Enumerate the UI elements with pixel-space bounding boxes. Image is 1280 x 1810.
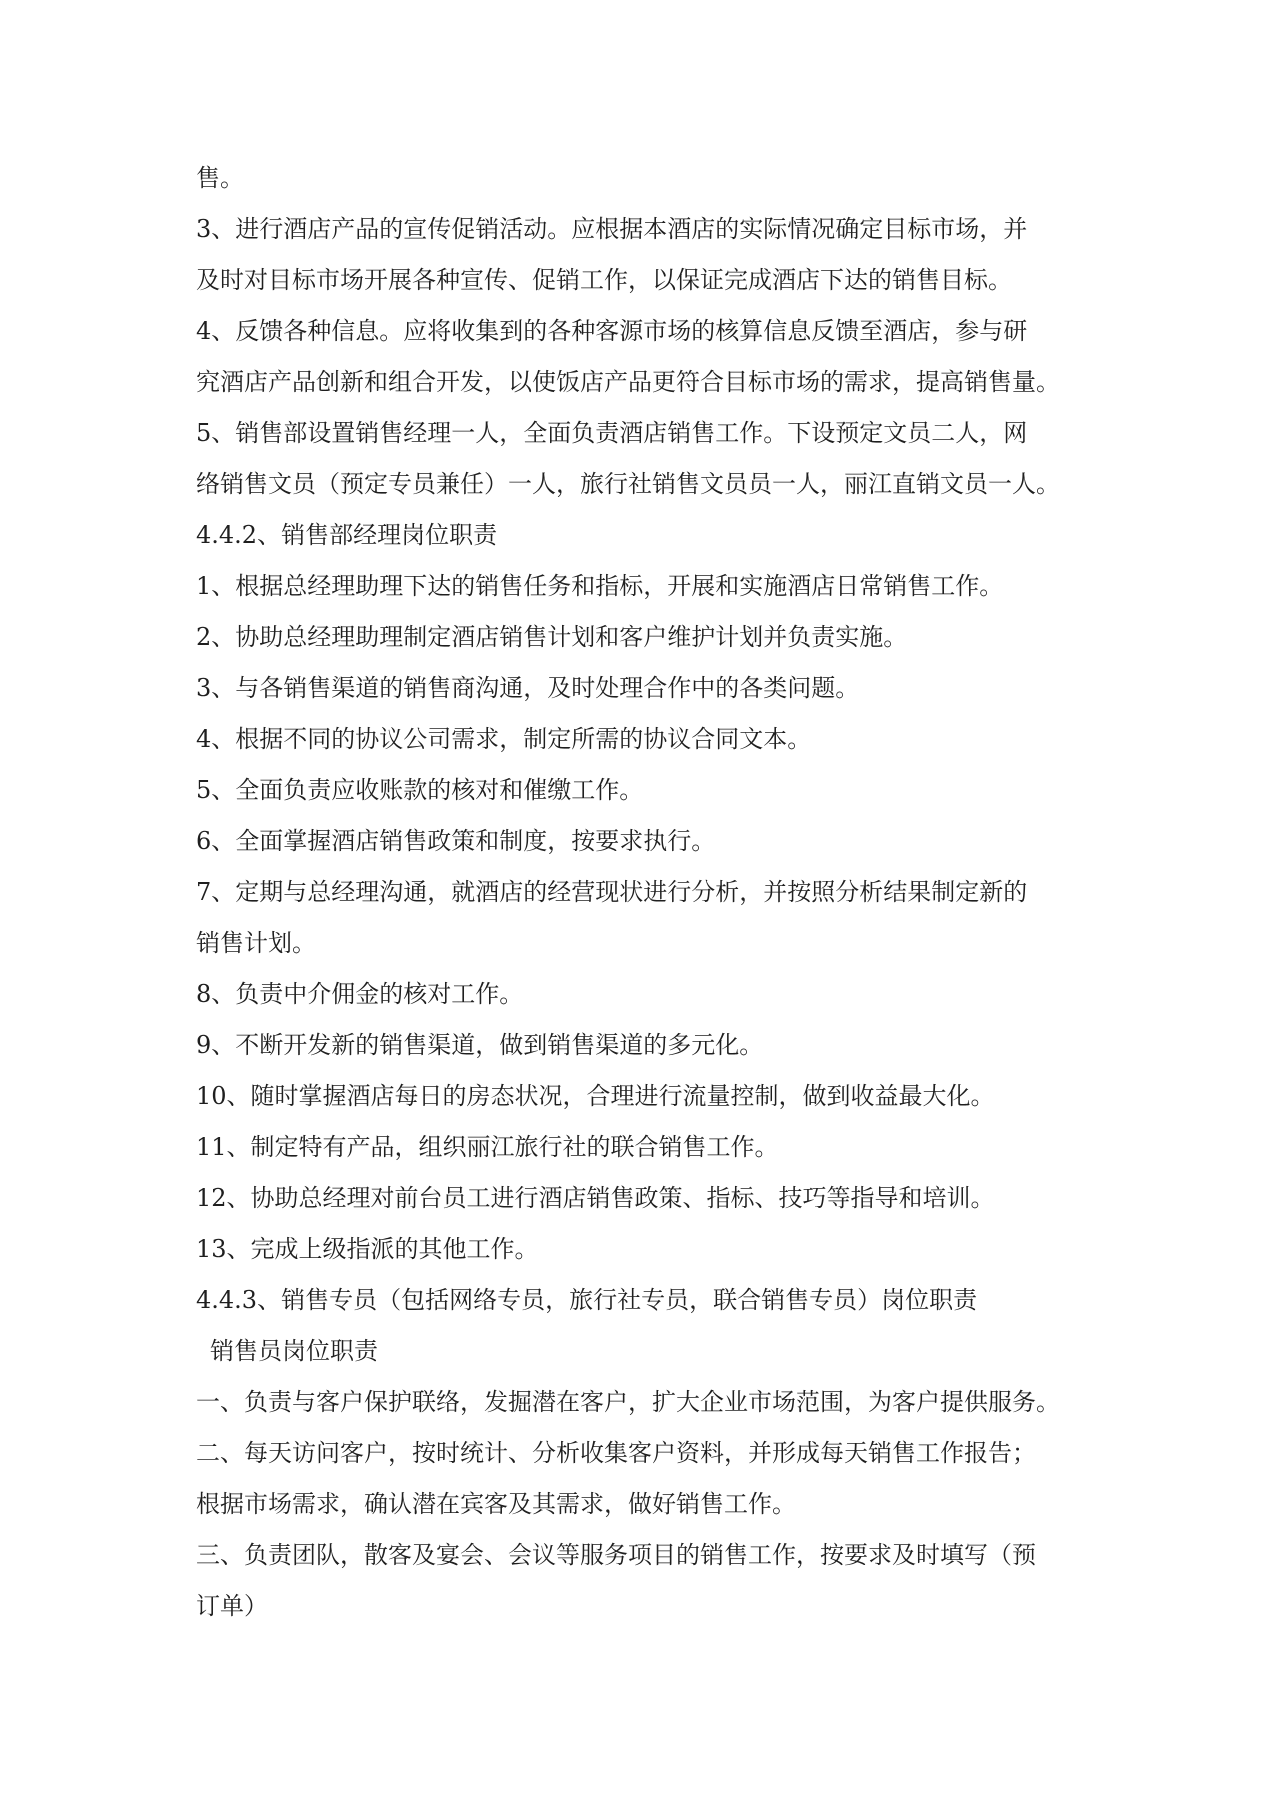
text-line: 三、负责团队，散客及宴会、会议等服务项目的销售工作，按要求及时填写（预	[196, 1541, 1036, 1569]
text-line: 11、制定特有产品，组织丽江旅行社的联合销售工作。	[196, 1133, 779, 1161]
text-line: 8、负责中介佣金的核对工作。	[196, 980, 524, 1008]
text-line: 络销售文员（预定专员兼任）一人，旅行社销售文员员一人，丽江直销文员一人。	[196, 470, 1060, 498]
text-line: 5、销售部设置销售经理一人，全面负责酒店销售工作。下设预定文员二人，网	[196, 419, 1028, 447]
text-line: 及时对目标市场开展各种宣传、促销工作，以保证完成酒店下达的销售目标。	[196, 266, 1012, 294]
text-line: 3、与各销售渠道的销售商沟通，及时处理合作中的各类问题。	[196, 674, 860, 702]
text-line: 3、进行酒店产品的宣传促销活动。应根据本酒店的实际情况确定目标市场，并	[196, 215, 1028, 243]
text-line: 7、定期与总经理沟通，就酒店的经营现状进行分析，并按照分析结果制定新的	[196, 878, 1028, 906]
section-heading: 4.4.3、销售专员（包括网络专员，旅行社专员，联合销售专员）岗位职责	[196, 1286, 978, 1314]
text-line: 12、协助总经理对前台员工进行酒店销售政策、指标、技巧等指导和培训。	[196, 1184, 995, 1212]
section-heading: 4.4.2、销售部经理岗位职责	[196, 521, 498, 549]
text-line: 5、全面负责应收账款的核对和催缴工作。	[196, 776, 644, 804]
text-line: 1、根据总经理助理下达的销售任务和指标，开展和实施酒店日常销售工作。	[196, 572, 1004, 600]
text-line: 根据市场需求，确认潜在宾客及其需求，做好销售工作。	[196, 1490, 796, 1518]
text-line: 究酒店产品创新和组合开发，以使饭店产品更符合目标市场的需求，提高销售量。	[196, 368, 1060, 396]
text-line: 6、全面掌握酒店销售政策和制度，按要求执行。	[196, 827, 716, 855]
text-line: 二、每天访问客户，按时统计、分析收集客户资料，并形成每天销售工作报告；	[196, 1439, 1036, 1467]
text-line: 订单）	[196, 1592, 268, 1620]
text-line: 售。	[196, 164, 244, 192]
text-line: 4、反馈各种信息。应将收集到的各种客源市场的核算信息反馈至酒店，参与研	[196, 317, 1028, 345]
text-line: 9、不断开发新的销售渠道，做到销售渠道的多元化。	[196, 1031, 764, 1059]
document-body	[196, 153, 1096, 1632]
text-line: 一、负责与客户保护联络，发掘潜在客户，扩大企业市场范围，为客户提供服务。	[196, 1388, 1060, 1416]
text-line: 销售计划。	[196, 929, 316, 957]
text-line: 13、完成上级指派的其他工作。	[196, 1235, 539, 1263]
text-line: 4、根据不同的协议公司需求，制定所需的协议合同文本。	[196, 725, 812, 753]
text-line: 2、协助总经理助理制定酒店销售计划和客户维护计划并负责实施。	[196, 623, 908, 651]
text-line: 10、随时掌握酒店每日的房态状况，合理进行流量控制，做到收益最大化。	[196, 1082, 995, 1110]
subsection-heading: 销售员岗位职责	[210, 1337, 378, 1365]
